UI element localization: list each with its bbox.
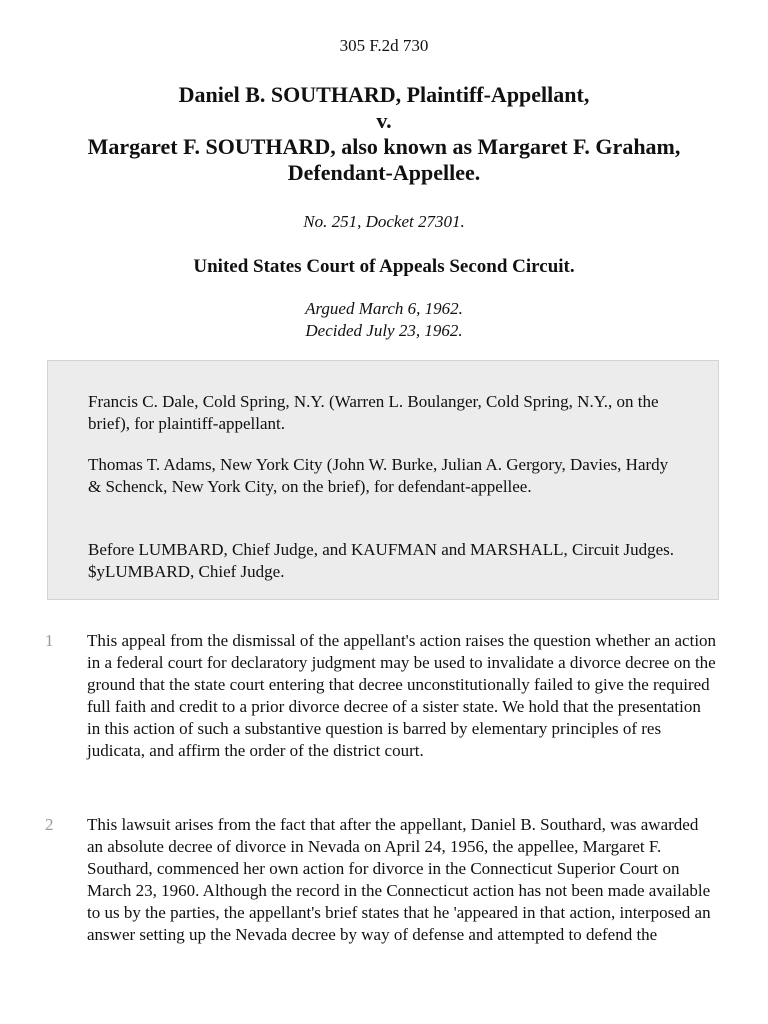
paragraph-text: This lawsuit arises from the fact that after the appellant, Daniel B. Southard, was awarded an absolute decree of divorce in Nevada on April 24, 1956, the appellee, Margaret F. Southard, commenced her own action for divorce in the Connecticut Superior Court on March 23, 1960. Although the record in the Connecticut action has not been made available to us by the parties, the appellant's brief states that he 'appeared in that action, interposed an answer setting up the Nevada decree by way of defense and attempted to defend the (87, 815, 711, 944)
paragraph-number: 2 (45, 815, 54, 834)
defendant-role: Defendant-Appellee. (287, 160, 481, 185)
defendant-name: Margaret F. SOUTHARD, also known as Margaret F. Graham, (87, 134, 681, 159)
paragraph-text: This appeal from the dismissal of the appellant's action raises the question whether an action in a federal court for declaratory judgment may be used to invalidate a divorce decree on the ground that the state court entering that decree unconstitutionally failed to give the required full faith and credit to a prior divorce decree of a sister state. We hold that the presentation in this action of such a substantive question is barred by elementary principles of res judicata, and affirm the order of the district court. (87, 631, 717, 760)
appellee-counsel: Thomas T. Adams, New York City (John W. Burke, Julian A. Gergory, Davies, Hardy & Schenck, New York City, on the brief), for defendant-appellee. (88, 455, 669, 496)
paragraph-number: 1 (45, 631, 54, 650)
plaintiff-name: Daniel B. SOUTHARD, Plaintiff-Appellant, (178, 82, 590, 107)
case-dates (0, 298, 768, 342)
court-name: United States Court of Appeals Second Circuit. (193, 256, 575, 277)
argued-date: Argued March 6, 1962. (305, 299, 463, 318)
decided-date: Decided July 23, 1962. (305, 321, 463, 340)
case-citation: 305 F.2d 730 (339, 36, 429, 55)
docket-number: No. 251, Docket 27301. (303, 212, 465, 231)
versus-label: v. (376, 108, 392, 133)
case-caption (30, 82, 738, 186)
counsel-box (47, 360, 719, 600)
appellant-counsel: Francis C. Dale, Cold Spring, N.Y. (Warren L. Boulanger, Cold Spring, N.Y., on the brief), for plaintiff-appellant. (88, 392, 659, 433)
judges-panel: Before LUMBARD, Chief Judge, and KAUFMAN and MARSHALL, Circuit Judges. $yLUMBARD, Chief Judge. (88, 540, 674, 581)
